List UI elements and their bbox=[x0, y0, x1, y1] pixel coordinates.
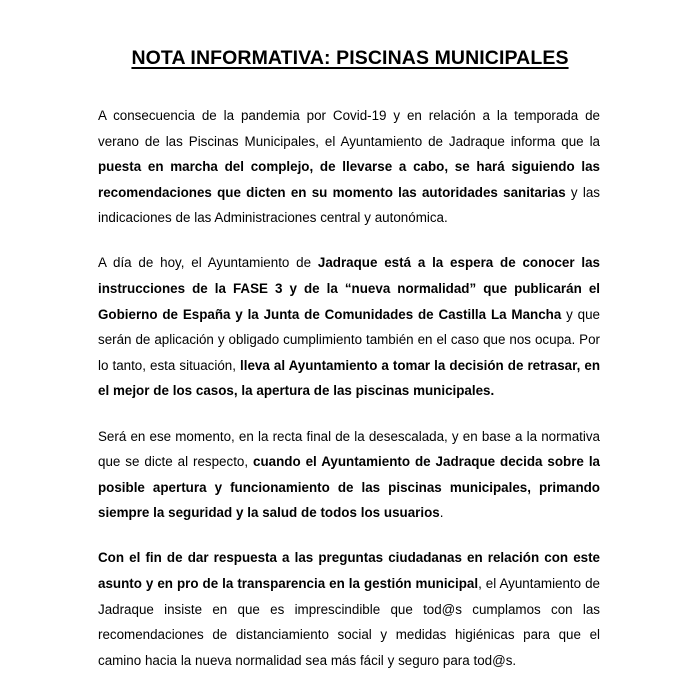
document-body bbox=[98, 103, 600, 673]
text-run-regular: A consecuencia de la pandemia por Covid-19 y en relación a la temporada de verano de las Piscinas Municipales, el Ayuntamiento de Jadraque informa que la bbox=[98, 108, 600, 149]
text-run-bold: lleva al Ayuntamiento a tomar la decisión de retrasar, en el mejor de los casos, la apertura de las piscinas municipales. bbox=[98, 357, 600, 399]
paragraph-3 bbox=[98, 424, 600, 526]
text-run-bold: cuando el Ayuntamiento de Jadraque decida sobre la posible apertura y funcionamiento de las piscinas municipales, primando siempre la seguridad y la salud de todos los usuarios bbox=[98, 454, 600, 521]
text-run-regular: A día de hoy, el Ayuntamiento de bbox=[98, 255, 318, 271]
paragraph-4 bbox=[98, 545, 600, 673]
text-run-regular: y que serán de aplicación y obligado cumplimiento también en el caso que nos ocupa. Por lo tanto, esta situación, bbox=[98, 306, 600, 373]
page-title-text: NOTA INFORMATIVA: PISCINAS MUNICIPALES bbox=[131, 47, 569, 70]
text-run-bold: Con el fin de dar respuesta a las preguntas ciudadanas en relación con este asunto y en pro de la transparencia en la gestión municipal bbox=[98, 550, 600, 591]
text-run-regular: , el Ayuntamiento de Jadraque insiste en que es imprescindible que tod@s cumplamos con las recomendaciones de distanciamiento social y medidas higiénicas para que el camino hacia la nueva normalidad sea más fácil y seguro para tod@s. bbox=[98, 576, 600, 668]
text-run-bold: Jadraque está a la espera de conocer las instrucciones de la FASE 3 y de la “nueva normalidad” que publicarán el Gobierno de España y la Junta de Comunidades de Castilla La Mancha bbox=[98, 255, 600, 322]
text-run-regular: . bbox=[439, 505, 444, 521]
page-title bbox=[0, 47, 700, 70]
paragraph-2 bbox=[98, 250, 600, 404]
text-run-bold: puesta en marcha del complejo, de llevarse a cabo, se hará siguiendo las recomendaciones que dicten en su momento las autoridades sanitarias bbox=[98, 159, 600, 200]
text-run-regular: Será en ese momento, en la recta final de la desescalada, y en base a la normativa que se dicte al respecto, bbox=[98, 428, 600, 470]
text-run-regular: y las indicaciones de las Administraciones central y autonómica. bbox=[98, 184, 600, 226]
paragraph-1 bbox=[98, 103, 600, 231]
